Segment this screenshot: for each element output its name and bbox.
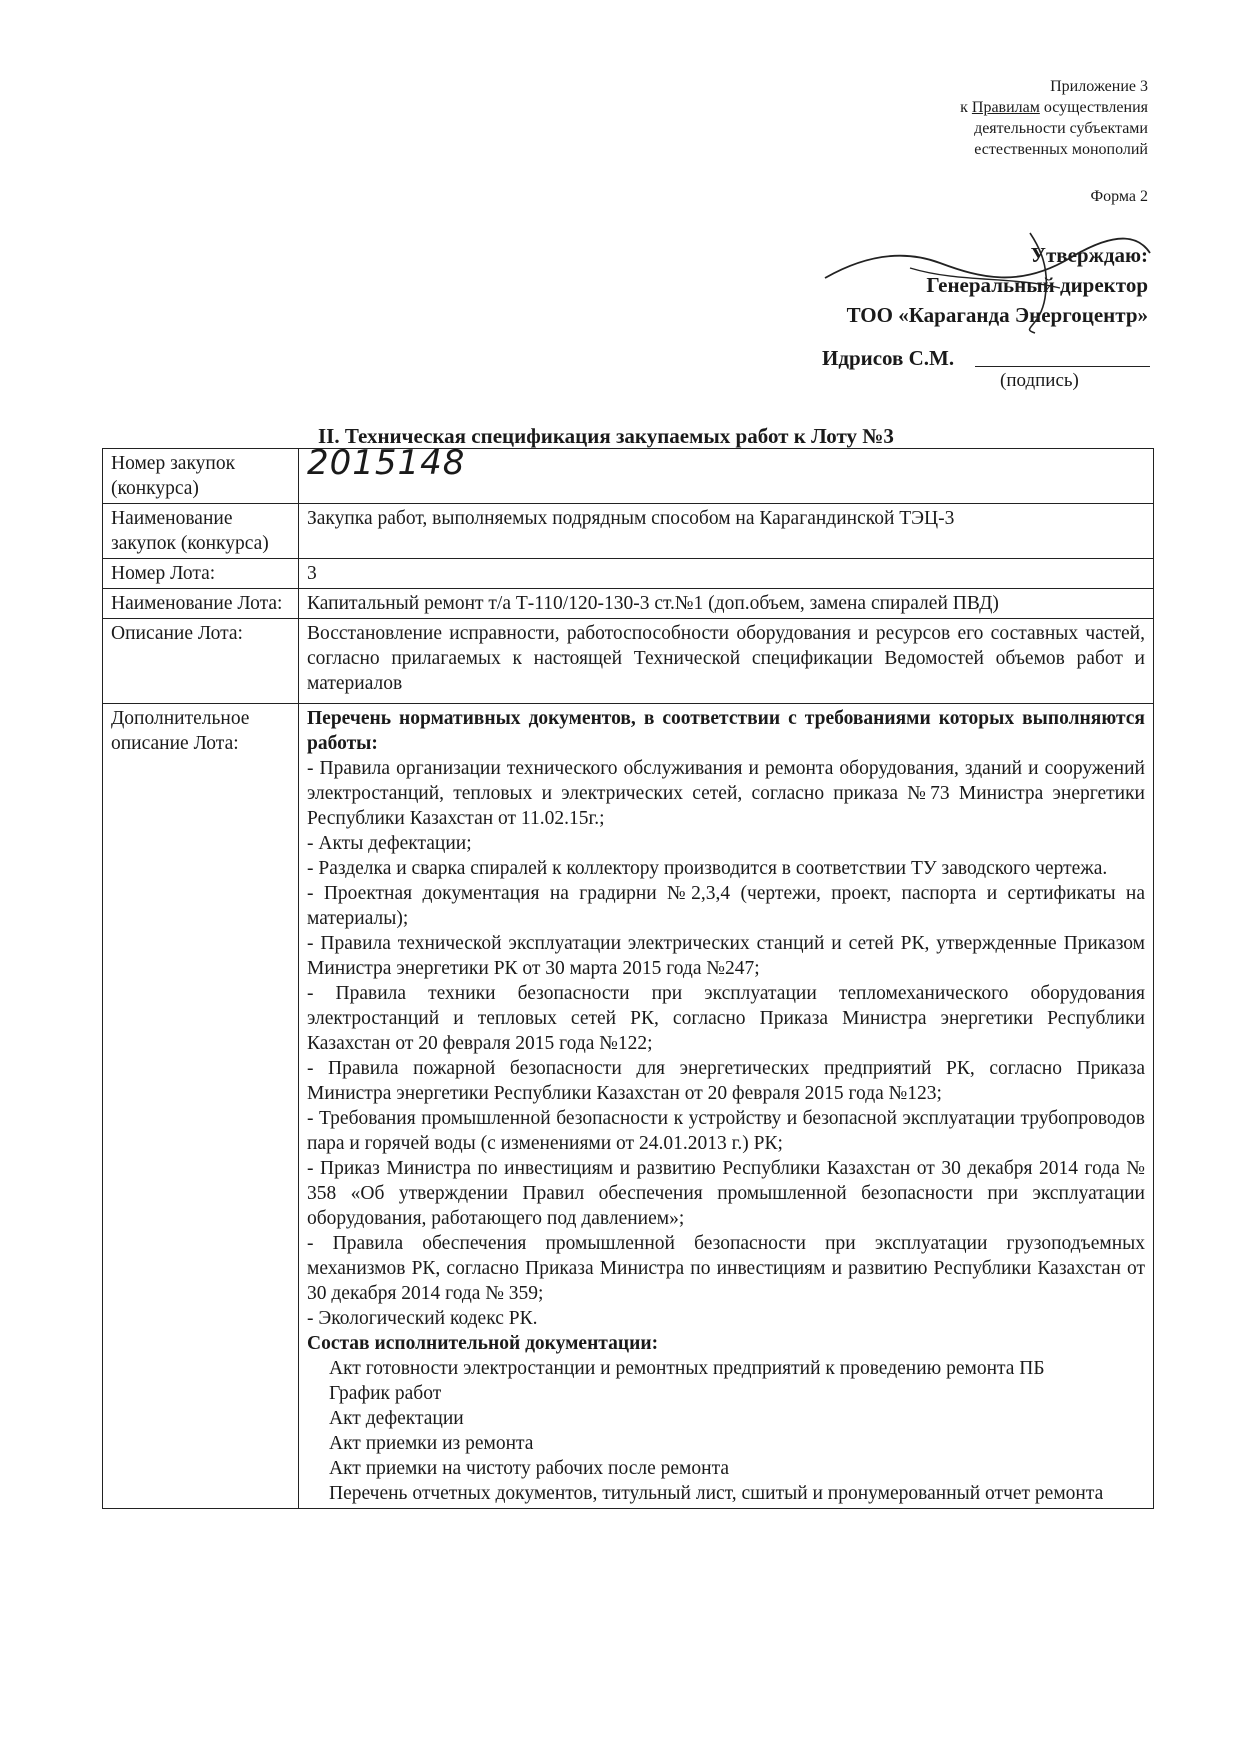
list-item: Акт приемки на чистоту рабочих после ремонта — [329, 1458, 729, 1479]
appendix-line: естественных монополий — [974, 141, 1148, 158]
list-item: - Правила обеспечения промышленной безопасности при эксплуатации грузоподъемных механизмов РК, согласно Приказа Министра по инвестициям и развитию Республики Казахстан от 30 декабря 2014 года № 359; — [307, 1233, 1145, 1304]
approval-company: ТОО «Караганда Энергоцентр» — [846, 303, 1148, 327]
appendix-suffix: осуществления — [1039, 99, 1148, 116]
list-item: - Правила организации технического обслуживания и ремонта оборудования, зданий и сооружений электростанций, тепловых и электрических сетей, согласно приказа №73 Министра энергетики Республики Казахстан от 11.02.15г.; — [307, 758, 1145, 829]
additional-description — [299, 704, 1154, 1509]
appendix-block — [960, 76, 1148, 160]
approval-title: Утверждаю: — [1030, 243, 1148, 267]
document-title: II. Техническая спецификация закупаемых работ к Лоту №3 — [318, 424, 894, 448]
list-item: - Разделка и сварка спиралей к коллектору производится в соответствии ТУ заводского чертежа. — [307, 858, 1108, 879]
list-item: Акт готовности электростанции и ремонтных предприятий к проведению ремонта ПБ — [329, 1358, 1045, 1379]
row-label: Описание Лота: — [103, 619, 299, 704]
lot-description: Восстановление исправности, работоспособности оборудования и ресурсов его составных частей, согласно прилагаемых к настоящей Технической спецификации Ведомостей объемов работ и материалов — [299, 619, 1154, 704]
signer-name: Идрисов С.М. — [822, 346, 955, 370]
rules-link[interactable]: Правилам — [971, 99, 1040, 116]
row-label: Номер Лота: — [103, 559, 299, 589]
procurement-name: Закупка работ, выполняемых подрядным способом на Карагандинской ТЭЦ-3 — [299, 504, 1154, 559]
specification-table — [102, 443, 1154, 1509]
list-item: Перечень отчетных документов, титульный лист, сшитый и пронумерованный отчет ремонта — [329, 1483, 1104, 1504]
list-item: - Проектная документация на градирни №2,3,4 (чертежи, проект, паспорта и сертификаты на материалы); — [307, 883, 1145, 929]
list-item: - Акты дефектации; — [307, 833, 472, 854]
row-label: Номер закупок (конкурса) — [103, 449, 299, 504]
list-item: - Правила технической эксплуатации электрических станций и сетей РК, утвержденные Приказом Министра энергетики РК от 30 марта 2015 года №247; — [307, 933, 1145, 979]
list-item: - Правила техники безопасности при эксплуатации тепломеханического оборудования электростанций и тепловых сетей РК, согласно Приказа Министра энергетики Республики Казахстан от 20 февраля 2015 года №122; — [307, 983, 1145, 1054]
appendix-line: Приложение 3 — [1050, 78, 1148, 95]
list-item: Акт приемки из ремонта — [329, 1433, 534, 1454]
list-item: - Требования промышленной безопасности к устройству и безопасной эксплуатации трубопроводов пара и горячей воды (с изменениями от 24.01.2013 г.) РК; — [307, 1108, 1145, 1154]
table-row — [103, 704, 1154, 1509]
appendix-line: деятельности субъектами — [974, 120, 1148, 137]
list-item: - Правила пожарной безопасности для энергетических предприятий РК, согласно Приказа Министра энергетики Республики Казахстан от 20 февраля 2015 года №123; — [307, 1058, 1145, 1104]
appendix-prefix: к — [960, 99, 972, 116]
lot-name: Капитальный ремонт т/а Т-110/120-130-3 ст.№1 (доп.объем, замена спиралей ПВД) — [299, 589, 1154, 619]
table-row — [103, 619, 1154, 704]
handwritten-signature — [820, 228, 1160, 338]
table-row — [103, 449, 1154, 504]
regulations-heading: Перечень нормативных документов, в соответствии с требованиями которых выполняются работы: — [307, 708, 1145, 754]
list-item: - Экологический кодекс РК. — [307, 1308, 538, 1329]
procurement-number: 2015148 — [299, 449, 1154, 504]
form-label: Форма 2 — [1090, 188, 1148, 205]
row-label: Наименование Лота: — [103, 589, 299, 619]
row-label: Дополнительное описание Лота: — [103, 704, 299, 1509]
list-item: - Приказ Министра по инвестициям и развитию Республики Казахстан от 30 декабря 2014 года № 358 «Об утверждении Правил обеспечения промышленной безопасности при эксплуатации оборудования, работающего под давлением»; — [307, 1158, 1145, 1229]
lot-number: 3 — [299, 559, 1154, 589]
table-row — [103, 504, 1154, 559]
signature-caption: (подпись) — [1000, 370, 1079, 391]
list-item: Акт дефектации — [329, 1408, 464, 1429]
documentation-heading: Состав исполнительной документации: — [307, 1333, 659, 1354]
list-item: График работ — [329, 1383, 442, 1404]
approval-position: Генеральный директор — [926, 273, 1148, 297]
table-row — [103, 559, 1154, 589]
appendix-line — [960, 97, 1148, 118]
row-label: Наименование закупок (конкурса) — [103, 504, 299, 559]
table-row — [103, 589, 1154, 619]
signature-line — [975, 366, 1150, 367]
